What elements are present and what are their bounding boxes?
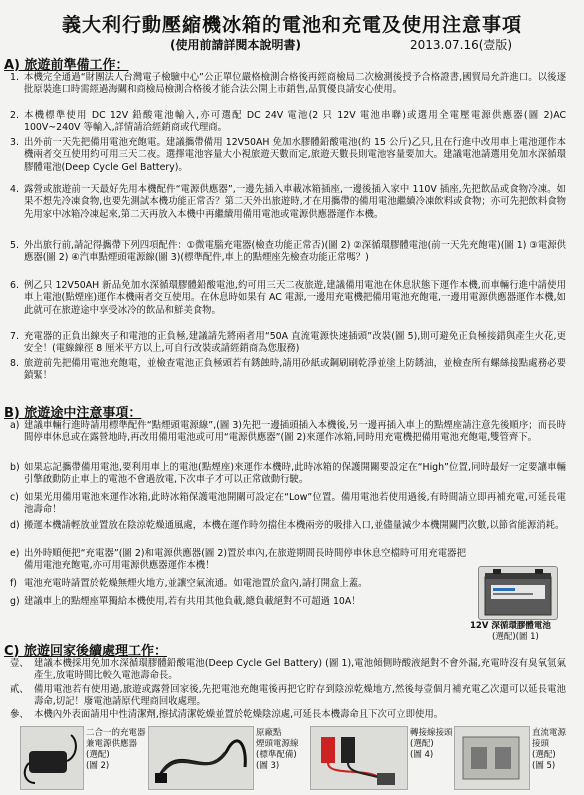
document-date: 2013.07.16(壹版)	[410, 38, 513, 52]
photo-charger-caption-1: 二合一的充電器	[86, 728, 146, 738]
photo-connector-caption-1: 直流電源	[532, 728, 567, 738]
battery-figure-label: (選配)(圖 1)	[492, 632, 539, 642]
photo-clamp	[310, 726, 408, 790]
battery-caption: 12V 深循環膠體電池	[470, 621, 551, 631]
photo-cable-caption-1: 原廠點	[256, 728, 282, 738]
photo-connector-caption-3: (選配)	[532, 750, 556, 760]
section-c-item-2: 貳、 備用電池若有使用過,旅遊或露營回家後,先把電池充飽電後再把它貯存到陰涼乾燥地方,然後每壹個月補充電乙次還可以延長電池壽命,切記！廢電池請原代理商回收處理。	[10, 684, 566, 708]
photo-connector	[454, 726, 530, 790]
cable-icon	[149, 727, 253, 789]
photo-charger-caption-2: 兼電源供應器	[86, 739, 138, 749]
photo-charger-caption-4: (圖 2)	[86, 761, 110, 771]
document-subtitle: (使用前請詳閱本說明書)	[170, 38, 301, 52]
section-b-item-g: g) 建議車上的點煙座單獨給本機使用,若有共用其他負載,總負載絕對不可超過 10A！	[10, 596, 361, 607]
section-b-item-e: e) 出外時順便把“充電器”(圖 2)和電源供應器(圖 2)置於車內,在旅遊期間長時間停車休息空檔時可用充電器把備用電池充飽電,亦可用電源供應器運作本機！	[10, 548, 466, 572]
document-title: 義大利行動壓縮機冰箱的電池和充電及使用注意事項	[61, 14, 522, 36]
section-a-item-8: 8. 旅遊前先把備用電池充飽電，並檢查電池正負極頭若有銹蝕時,請用砂紙或鋼刷刷乾淨並塗上防銹油，並檢查所有螺絲接點處務必要鎖緊！	[10, 358, 566, 382]
photo-clamp-caption-3: (圖 4)	[410, 750, 434, 760]
photo-cable-caption-2: 煙頭電源線	[256, 739, 299, 749]
section-a-item-1: 1. 本機完全通過“財團法人台灣電子檢驗中心”公正單位嚴格檢測合格後再經商檢局二次檢測後授予合格證書,國貿局允許進口。以後逐批原裝進口時需經過海關和商檢局檢測合格後才能合法公開上市銷售,品質優良請安心使用。	[10, 72, 566, 96]
photo-connector-caption-2: 接頭	[532, 739, 550, 749]
section-a-item-3: 3. 出外前一天先把備用電池充飽電。建議攜帶備用 12V50AH 免加水膠體鉛酸電池(約 15 公斤)乙只,且在行進中改用車上電池運作本機兩者交互使用約可用三天二夜。選擇電池容量大小視旅遊天數而定,旅遊天數長則電池容量要加大。建議電池請選用免加水深循環膠體電池(Deep Cycle Gel Battery)。	[10, 137, 566, 173]
section-a-item-5: 5. 外出旅行前,請記得攜帶下列四項配件：①微電腦充電器(檢查功能正常否)(圖 2) ②深循環膠體電池(前一天先充飽電)(圖 1) ③電源供應器(圖 2) ④汽車點煙頭電源線(圖 3)(標準配件,車上的點煙座先檢查功能正常嗎？)	[10, 240, 566, 264]
section-c-item-3: 參、 本機內外表面請用中性清潔劑,擦拭清潔乾燥並置於乾燥陰涼處,可延長本機壽命且下次可立即使用。	[10, 709, 444, 720]
section-b-item-d: d) 搬運本機請輕放並置放在陰涼乾燥通風處，本機在運作時勿擋住本機兩旁的吸排入口,並儘量減少本機開關門次數,以節省能源消耗。	[10, 520, 565, 531]
photo-cable-caption-4: (圖 3)	[256, 761, 280, 771]
charger-icon	[21, 727, 83, 789]
clamp-icon	[311, 727, 407, 789]
photo-clamp-caption-2: (選配)	[410, 739, 434, 749]
battery-photo	[478, 566, 558, 620]
section-b-item-a: a) 建議車輛行進時請用標準配件“點煙頭電源線”,(圖 3)先把一邊插頭插入本機後,另一邊再插入車上的點煙座請注意先後順序；而長時間停車休息或在露營地時,再改用備用電池或可用“電源供應器”(圖 2)來運作冰箱,同時用充電機把備用電池充飽電,雙管齊下。	[10, 420, 566, 444]
section-a-item-4: 4. 露營或旅遊前一天最好先用本機配件“電源供應器”,一邊先插入車載冰箱插座,一邊後插入家中 110V 插座,先把飲品或食物冷凍。如果不想先冷凍食物,也要先測試本機功能正常否？第二天外出旅遊時,才在用攜帶的備用電池繼續冷凍飲料或食物；亦可先把飲料食物先用家中冰箱冷凍起來,第二天再放入本機中再繼續用備用電池或電源供應器運作本機。	[10, 184, 566, 220]
section-a-item-7: 7. 充電器的正負出線夾子和電池的正負極,建議請先將兩者用“50A 直流電源快速插頭”改裝(圖 5),則可避免正負極接錯與產生火花,更安全！(電線線徑 8 厘米平方以上,可自行改裝或請經銷商為您服務)	[10, 331, 566, 355]
battery-icon	[479, 567, 557, 619]
photo-charger-caption-3: (選配)	[86, 750, 110, 760]
section-a-heading: A) 旅遊前準備工作：	[4, 58, 129, 73]
photo-connector-caption-4: (圖 5)	[532, 761, 556, 771]
section-b-item-f: f) 電池充電時請置於乾燥無煙火地方,並讓空氣流通。如電池置於盒內,請打開盒上蓋。	[10, 578, 368, 589]
section-a-item-6: 6. 例乙只 12V50AH 新品免加水深循環膠體鉛酸電池,約可用三天二夜旅遊,建議備用電池在休息狀態下運作本機,而車輛行進中請使用車上電池(點煙座)運作本機兩者交互使用。在休息時如果有 AC 電源,一邊用充電機把備用電池充飽電,一邊用電源供應器運作本機,如此就可在旅遊途中享受冰冷的飲品和鮮美食物。	[10, 280, 566, 316]
photo-charger	[20, 726, 84, 790]
connector-icon	[455, 727, 529, 789]
section-b-item-b: b) 如果忘記攜帶備用電池,要利用車上的電池(點煙座)來運作本機時,此時冰箱的保護開關要設定在“High”位置,同時最好一定要讓車輛引擎啟動防止車上的電池不會過放電,下次車子才可以正常啟動行駛。	[10, 462, 566, 486]
section-b-item-c: c) 如果光用備用電池來運作冰箱,此時冰箱保護電池開關可設定在“Low”位置。備用電池若使用過後,有時間請立即再補充電,可延長電池壽命！	[10, 492, 566, 516]
section-a-item-2: 2. 本機標準使用 DC 12V 鉛酸電池輸入,亦可選配 DC 24V 電池(2 只 12V 電池串聯)或選用全電壓電源供應器(圖 2)AC 100V~240V 等輸入,詳情請洽經銷商或代理商。	[10, 110, 566, 134]
photo-cable	[148, 726, 254, 790]
section-c-heading: C) 旅遊回家後續處理工作：	[4, 644, 168, 659]
photo-cable-caption-3: (標準配備)	[256, 750, 297, 760]
photo-clamp-caption-1: 轉接線接頭	[410, 728, 453, 738]
section-b-heading: B) 旅遊途中注意事項：	[4, 406, 142, 421]
section-c-item-1: 壹、 建議本機採用免加水深循環膠體鉛酸電池(Deep Cycle Gel Battery) (圖 1),電池傾側時酸液絕對不會外漏,充電時沒有臭氧氫氣產生,放電時間比較久電池壽命長。	[10, 658, 566, 682]
